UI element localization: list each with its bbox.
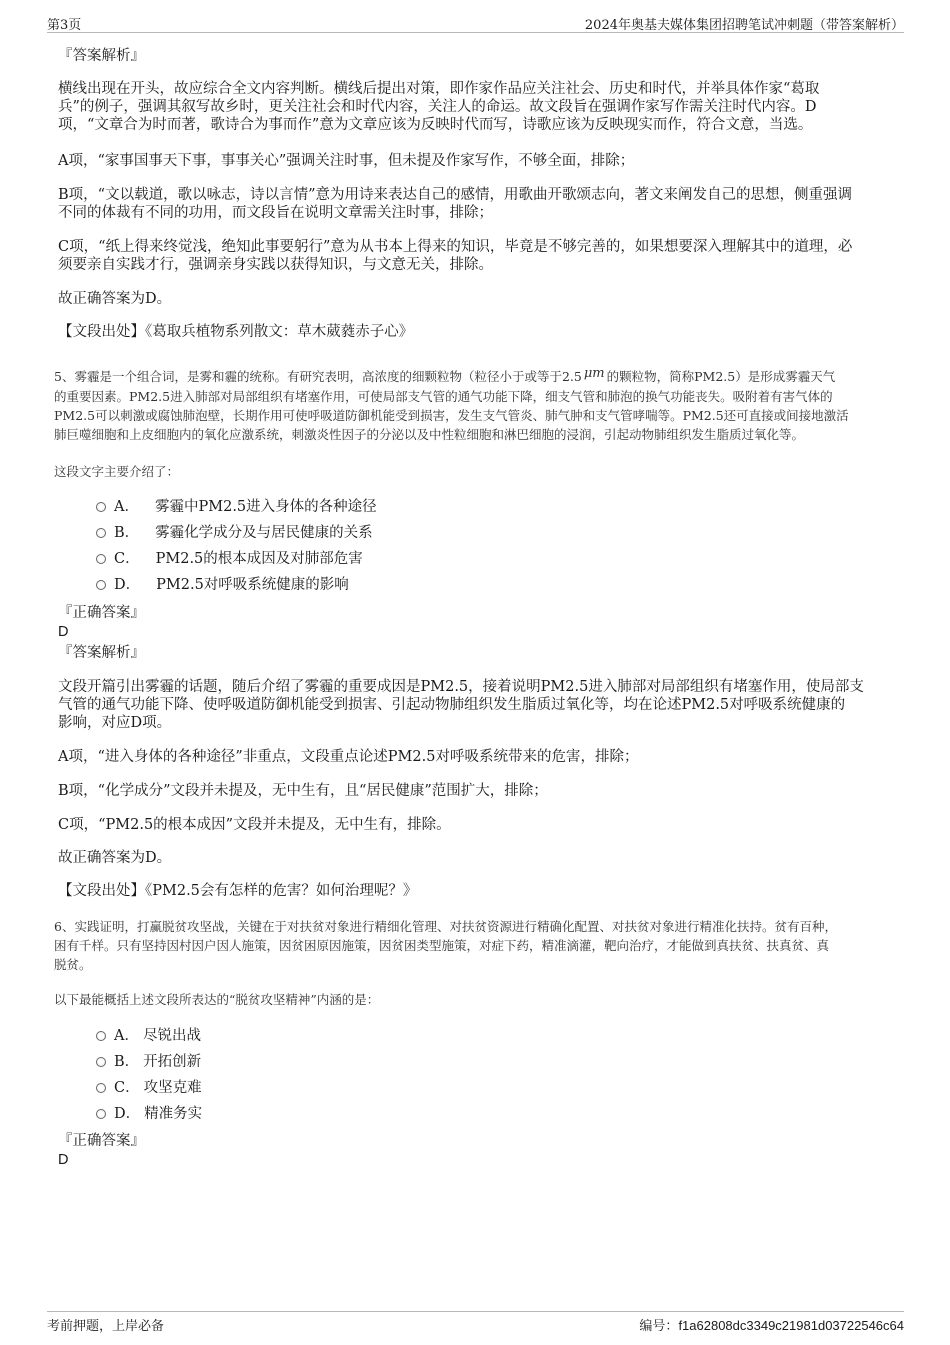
- radio-icon[interactable]: [96, 1109, 106, 1119]
- code-label: 编号：: [639, 1319, 679, 1334]
- q5-explanation-2: A项，“进入身体的各种途径”非重点，文段重点论述PM2.5对呼吸系统带来的危害，排除；: [58, 749, 639, 765]
- option-key: C．: [114, 1080, 140, 1096]
- text-line: 不同的体裁有不同的功用，而文段旨在说明文章需关注时事，排除；: [58, 205, 493, 221]
- q6-option-d[interactable]: [96, 1105, 202, 1123]
- prev-explanation-3: [58, 186, 893, 222]
- option-text: PM2.5对呼吸系统健康的影响: [156, 577, 349, 593]
- option-key: B．: [114, 1054, 140, 1070]
- text-line: 文段开篇引出雾霾的话题，随后介绍了雾霾的重要成因是PM2.5，接着说明PM2.5进入肺部对局部组织有堵塞作用，使局部支: [58, 679, 864, 695]
- option-text: 精准务实: [144, 1106, 203, 1122]
- text-line: 脱贫。: [54, 957, 92, 972]
- radio-icon[interactable]: [96, 554, 106, 564]
- option-text: 尽锐出战: [142, 1028, 201, 1044]
- text-line: 兵”的例子，强调其叙写故乡时，更关注社会和时代内容，关注人的命运。故文段旨在强调作家写作需关注时代内容。D: [58, 99, 817, 115]
- radio-icon[interactable]: [96, 580, 106, 590]
- text-line: 气管的通气功能下降、使呼吸道防御机能受到损害、引起动物肺组织发生脂质过氧化等，均在论述PM2.5对呼吸系统健康的: [58, 697, 846, 713]
- q5-option-d[interactable]: [96, 576, 349, 594]
- radio-icon[interactable]: [96, 1031, 106, 1041]
- question-5-text: [54, 367, 894, 444]
- text-line: 横线出现在开头，故应综合全文内容判断。横线后提出对策，即作家作品应关注社会、历史和时代，并举具体作家“葛取: [58, 81, 820, 97]
- text-segment: 5、雾霾是一个组合词，是雾和霾的统称。有研究表明，高浓度的细颗粒物（粒径小于或等于2.5: [54, 369, 582, 384]
- footer-slogan: 考前押题，上岸必备: [47, 1319, 165, 1334]
- text-line: 须要亲自实践才行，强调亲身实践以获得知识，与文意无关，排除。: [58, 257, 493, 273]
- correct-answer-label: 『正确答案』: [58, 605, 145, 621]
- prev-source: 【文段出处】《葛取兵植物系列散文：草木葳蕤赤子心》: [58, 324, 414, 340]
- option-key: B．: [114, 525, 140, 541]
- correct-answer-label: 『正确答案』: [58, 1133, 145, 1149]
- question-5-prompt: 这段文字主要介绍了：: [54, 464, 180, 479]
- text-line: 影响，对应D项。: [58, 715, 172, 731]
- document-title: 2024年奥基夫媒体集团招聘笔试冲刺题（带答案解析）: [584, 18, 904, 33]
- text-line: 项，“文章合为时而著，歌诗合为事而作”意为文章应该为反映时代而写，诗歌应该为反映现实而作，符合文意，当选。: [58, 117, 813, 133]
- code-value: f1a62808dc3349c21981d03722546c64: [678, 1318, 904, 1333]
- option-text: 雾霾化学成分及与居民健康的关系: [155, 525, 373, 541]
- text-line: PM2.5可以刺激或腐蚀肺泡壁，长期作用可使呼吸道防御机能受到损害，发生支气管炎、肺气肿和支气管哮喘等。PM2.5还可直接或间接地激活: [54, 408, 849, 423]
- radio-icon[interactable]: [96, 1057, 106, 1067]
- option-text: 开拓创新: [143, 1054, 202, 1070]
- q6-option-a[interactable]: [96, 1027, 201, 1045]
- question-6-text: [54, 917, 894, 974]
- text-line: B项，“文以载道，歌以咏志，诗以言情”意为用诗来表达自己的感情，用歌曲开歌颂志向，著文来阐发自己的思想，侧重强调: [58, 187, 852, 203]
- analysis-label: 『答案解析』: [58, 645, 145, 661]
- q5-explanation-3: B项，“化学成分”文段并未提及，无中生有，且“居民健康”范围扩大，排除；: [58, 783, 548, 799]
- text-line: 6、实践证明，打赢脱贫攻坚战，关键在于对扶贫对象进行精细化管理、对扶贫资源进行精确化配置、对扶贫对象进行精准化扶持。贫有百种，: [54, 919, 837, 934]
- document-code: [639, 1315, 904, 1334]
- option-key: C．: [114, 551, 140, 567]
- text-line: [54, 367, 894, 387]
- prev-explanation-2: [58, 152, 893, 170]
- text-line: 的重要因素。PM2.5进入肺部对局部组织有堵塞作用，可使局部支气管的通气功能下降，细支气管和肺泡的换气功能丧失。吸附着有害气体的: [54, 389, 833, 404]
- q6-option-c[interactable]: [96, 1079, 202, 1097]
- correct-answer-value: D: [58, 1152, 69, 1168]
- page-number: 第3页: [47, 18, 82, 33]
- option-key: A．: [114, 499, 139, 515]
- option-key: D．: [114, 577, 141, 593]
- prev-explanation-4: [58, 238, 893, 274]
- radio-icon[interactable]: [96, 528, 106, 538]
- page-footer: [47, 1311, 904, 1334]
- prev-conclusion: 故正确答案为D。: [58, 291, 172, 307]
- analysis-label: 『答案解析』: [58, 48, 145, 64]
- text-line: C项，“纸上得来终觉浅，绝知此事要躬行”意为从书本上得来的知识，毕竟是不够完善的，如果想要深入理解其中的道理，必: [58, 239, 853, 255]
- q5-source: 【文段出处】《PM2.5会有怎样的危害？如何治理呢？》: [58, 883, 418, 899]
- micron-unit: μm: [583, 366, 605, 381]
- text-line: 困有千样。只有坚持因村因户因人施策，因贫困原因施策，因贫困类型施策，对症下药，精准滴灌，靶向治疗，才能做到真扶贫、扶真贫、真: [54, 938, 830, 953]
- question-6-prompt: 以下最能概括上述文段所表达的“脱贫攻坚精神”内涵的是：: [54, 992, 380, 1007]
- option-text: 攻坚克难: [143, 1080, 202, 1096]
- prev-explanation-1: [58, 80, 893, 134]
- option-key: A．: [114, 1028, 139, 1044]
- q5-option-b[interactable]: [96, 524, 373, 542]
- q5-conclusion: 故正确答案为D。: [58, 850, 172, 866]
- q5-option-c[interactable]: [96, 550, 363, 568]
- option-key: D．: [114, 1106, 141, 1122]
- q5-option-a[interactable]: [96, 498, 377, 516]
- text-line: A项，“家事国事天下事，事事关心”强调关注时事，但未提及作家写作，不够全面，排除；: [58, 153, 635, 169]
- radio-icon[interactable]: [96, 502, 106, 512]
- page-header: [47, 12, 904, 33]
- correct-answer-value: D: [58, 624, 69, 640]
- radio-icon[interactable]: [96, 1083, 106, 1093]
- option-text: 雾霾中PM2.5进入身体的各种途径: [154, 499, 377, 515]
- text-segment: 的颗粒物，简称PM2.5）是形成雾霾天气: [606, 369, 836, 384]
- q6-option-b[interactable]: [96, 1053, 201, 1071]
- q5-explanation-4: C项，“PM2.5的根本成因”文段并未提及，无中生有，排除。: [58, 817, 451, 833]
- q5-explanation-1: [58, 678, 893, 732]
- option-text: PM2.5的根本成因及对肺部危害: [155, 551, 363, 567]
- text-line: 肺巨噬细胞和上皮细胞内的氧化应激系统，刺激炎性因子的分泌以及中性粒细胞和淋巴细胞的浸润，引起动物肺组织发生脂质过氧化等。: [54, 427, 805, 442]
